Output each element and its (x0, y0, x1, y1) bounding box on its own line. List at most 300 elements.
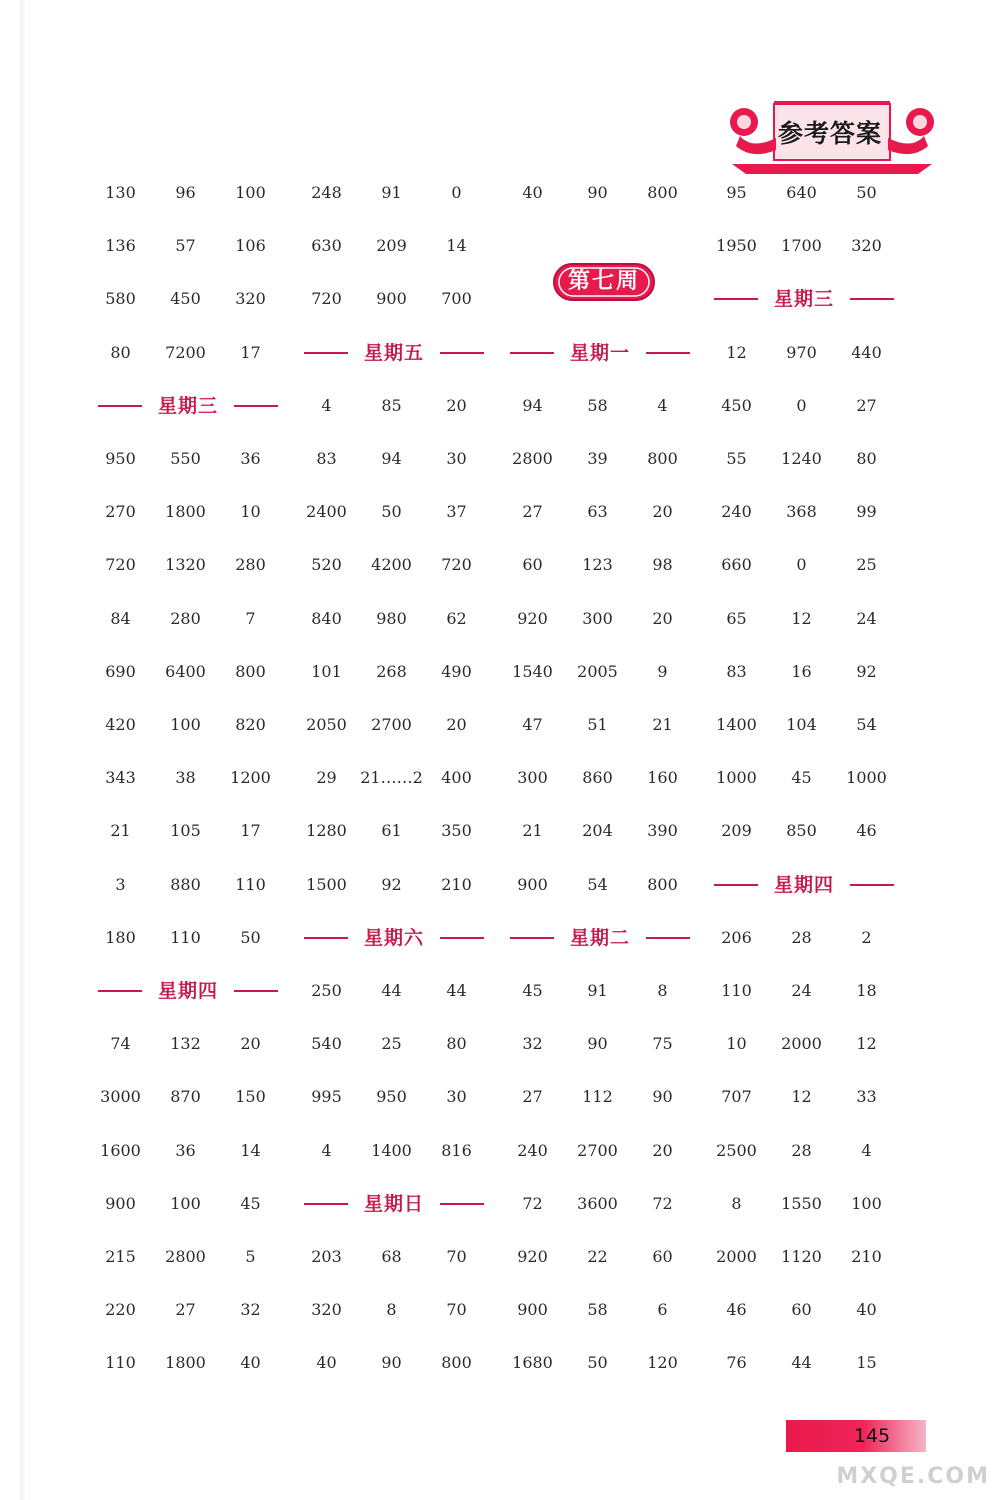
answer-value: 1550 (781, 1193, 822, 1213)
answer-value: 33 (856, 1087, 877, 1107)
answer-row (294, 1242, 494, 1272)
answer-value: 15 (856, 1353, 877, 1373)
answer-row (500, 976, 700, 1006)
answer-value: 83 (316, 449, 337, 468)
answer-row (704, 550, 904, 580)
answer-value: 980 (376, 608, 407, 628)
answer-value: 1800 (165, 502, 206, 522)
answer-value: 5 (245, 1247, 256, 1266)
answer-value: 2400 (306, 502, 347, 522)
answer-value: 27 (175, 1300, 196, 1320)
answer-row (294, 1348, 494, 1378)
answer-value: 320 (311, 1300, 342, 1320)
answer-value: 816 (441, 1140, 472, 1160)
answer-value: 2005 (577, 661, 618, 681)
divider-line (714, 884, 758, 886)
answer-value: 8 (731, 1193, 742, 1213)
answer-row (500, 178, 700, 208)
answer-value: 37 (446, 502, 467, 522)
answer-row (88, 710, 288, 740)
answer-value: 950 (376, 1087, 407, 1107)
answer-value: 110 (170, 927, 201, 947)
answer-value: 160 (647, 768, 678, 788)
answer-value: 920 (517, 1247, 548, 1266)
answer-value: 1000 (846, 768, 887, 788)
answer-value: 32 (240, 1300, 261, 1320)
answer-row (294, 976, 494, 1006)
answer-value: 4 (657, 395, 668, 415)
answer-value: 112 (582, 1087, 613, 1107)
answer-value: 63 (587, 502, 608, 522)
answer-value: 21 (110, 821, 131, 841)
divider-line (304, 352, 348, 354)
answer-value: 104 (786, 715, 817, 734)
answer-value: 860 (582, 768, 613, 788)
answer-value: 95 (726, 183, 747, 202)
answer-row (88, 1029, 288, 1059)
answer-row (88, 1242, 288, 1272)
answer-value: 2800 (165, 1247, 206, 1266)
answer-value: 20 (240, 1034, 261, 1054)
answer-value: 45 (791, 768, 812, 788)
day-heading (88, 391, 288, 421)
answer-value: 10 (726, 1034, 747, 1054)
answer-value: 132 (170, 1034, 201, 1054)
answer-value: 62 (446, 608, 467, 628)
answer-value: 92 (381, 874, 402, 894)
answer-value: 7 (245, 608, 256, 628)
answer-value: 92 (856, 661, 877, 681)
answer-value: 46 (856, 821, 877, 841)
answer-row (88, 604, 288, 634)
answer-row (500, 763, 700, 793)
answer-value: 25 (856, 555, 877, 575)
answer-row (704, 1242, 904, 1272)
answer-value: 22 (587, 1247, 608, 1266)
answer-row (88, 1295, 288, 1325)
answer-value: 820 (235, 715, 266, 734)
answer-value: 0 (451, 183, 462, 202)
answer-value: 450 (170, 289, 201, 309)
answer-value: 58 (587, 395, 608, 415)
answer-row (88, 444, 288, 474)
answer-value: 10 (240, 502, 261, 522)
answer-value: 840 (311, 608, 342, 628)
answer-value: 58 (587, 1300, 608, 1320)
answer-value: 350 (441, 821, 472, 841)
answer-value: 17 (240, 821, 261, 841)
answer-row (500, 1242, 700, 1272)
answer-value: 54 (587, 874, 608, 894)
divider-line (440, 937, 484, 939)
answer-value: 50 (240, 927, 261, 947)
answer-value: 91 (587, 981, 608, 1000)
divider-line (510, 937, 554, 939)
answer-value: 1800 (165, 1353, 206, 1373)
answer-row (500, 1295, 700, 1325)
answer-value: 700 (441, 289, 472, 309)
answer-value: 2700 (371, 715, 412, 734)
answer-value: 106 (235, 236, 266, 256)
answer-value: 720 (105, 555, 136, 575)
day-heading (500, 923, 700, 953)
answer-value: 60 (522, 555, 543, 575)
answer-row (294, 816, 494, 846)
answer-value: 17 (240, 342, 261, 362)
answer-value: 800 (441, 1353, 472, 1373)
day-label: 星期五 (363, 341, 424, 364)
answer-value: 900 (376, 289, 407, 309)
answer-value: 4 (861, 1140, 872, 1160)
answer-value: 98 (652, 555, 673, 575)
answer-value: 320 (851, 236, 882, 256)
answer-value: 970 (786, 342, 817, 362)
answer-row (500, 444, 700, 474)
answer-row (88, 1136, 288, 1166)
answer-value: 83 (726, 661, 747, 681)
answer-value: 7200 (165, 342, 206, 362)
answer-value: 1320 (165, 555, 206, 575)
answer-value: 12 (791, 1087, 812, 1107)
answer-value: 100 (851, 1193, 882, 1213)
answer-row (704, 604, 904, 634)
answer-row (294, 284, 494, 314)
answer-value: 40 (522, 183, 543, 202)
answer-row (704, 1348, 904, 1378)
answer-value: 800 (235, 661, 266, 681)
answer-value: 2000 (781, 1034, 822, 1054)
answer-value: 3000 (100, 1087, 141, 1107)
answer-value: 24 (856, 608, 877, 628)
answer-value: 900 (105, 1193, 136, 1213)
answer-row (294, 550, 494, 580)
divider-line (440, 352, 484, 354)
answer-value: 660 (721, 555, 752, 575)
divider-line (440, 1203, 484, 1205)
answer-value: 29 (316, 768, 337, 788)
answer-value: 72 (652, 1193, 673, 1213)
answer-value: 1240 (781, 449, 822, 468)
answer-value: 3600 (577, 1193, 618, 1213)
divider-line (98, 405, 142, 407)
answer-value: 1950 (716, 236, 757, 256)
answer-row (88, 816, 288, 846)
answer-value: 100 (235, 183, 266, 202)
answer-value: 51 (587, 715, 608, 734)
answer-value: 40 (316, 1353, 337, 1373)
answer-value: 80 (110, 342, 131, 362)
answer-value: 123 (582, 555, 613, 575)
answer-value: 91 (381, 183, 402, 202)
answer-value: 25 (381, 1034, 402, 1054)
answer-row (294, 1082, 494, 1112)
answer-value: 180 (105, 927, 136, 947)
answer-value: 12 (791, 608, 812, 628)
answer-value: 880 (170, 874, 201, 894)
answer-row (500, 1082, 700, 1112)
answer-row (88, 923, 288, 953)
answer-row (704, 1136, 904, 1166)
answer-value: 630 (311, 236, 342, 256)
answer-value: 2800 (512, 449, 553, 468)
day-label: 星期四 (157, 980, 218, 1002)
answer-row (294, 178, 494, 208)
answer-row (500, 657, 700, 687)
answer-value: 20 (652, 502, 673, 522)
answer-value: 203 (311, 1247, 342, 1266)
answer-row (294, 870, 494, 900)
answer-value: 995 (311, 1087, 342, 1107)
answer-row (704, 497, 904, 527)
day-label: 星期日 (363, 1192, 424, 1215)
answer-row (294, 1295, 494, 1325)
day-label: 星期六 (363, 926, 424, 949)
answer-value: 21……2 (360, 768, 423, 788)
answer-value: 21 (522, 821, 543, 841)
answer-row (88, 763, 288, 793)
answer-value: 420 (105, 715, 136, 734)
answer-value: 45 (522, 981, 543, 1000)
answer-row (704, 444, 904, 474)
answer-row (500, 1136, 700, 1166)
divider-line (304, 937, 348, 939)
divider-line (234, 990, 278, 992)
answer-value: 27 (522, 1087, 543, 1107)
week-badge-label: 第七周 (567, 269, 640, 294)
answer-value: 9 (657, 661, 668, 681)
answer-value: 44 (381, 981, 402, 1000)
answer-value: 14 (446, 236, 467, 256)
answer-value: 490 (441, 661, 472, 681)
answer-row (500, 710, 700, 740)
answer-value: 100 (170, 715, 201, 734)
answer-value: 100 (170, 1193, 201, 1213)
answer-value: 250 (311, 981, 342, 1000)
answer-value: 0 (796, 555, 807, 575)
answer-row (704, 1189, 904, 1219)
answer-value: 1120 (781, 1247, 822, 1266)
answer-value: 30 (446, 1087, 467, 1107)
answer-row (704, 923, 904, 953)
answer-value: 2050 (306, 715, 347, 734)
answer-value: 90 (587, 1034, 608, 1054)
answer-row (88, 178, 288, 208)
answer-value: 240 (517, 1140, 548, 1160)
answer-value: 368 (786, 502, 817, 522)
page-edge-shadow (20, 0, 26, 1500)
day-heading (704, 284, 904, 314)
answer-value: 1600 (100, 1140, 141, 1160)
answer-value: 2 (861, 927, 872, 947)
day-label: 星期二 (569, 926, 630, 949)
answer-value: 300 (517, 768, 548, 788)
answer-value: 209 (721, 821, 752, 841)
answer-value: 343 (105, 768, 136, 788)
answer-value: 1540 (512, 661, 553, 681)
answer-row (704, 1029, 904, 1059)
answer-value: 61 (381, 821, 402, 841)
answer-row (88, 870, 288, 900)
answer-value: 2000 (716, 1247, 757, 1266)
answer-value: 540 (311, 1034, 342, 1054)
divider-line (850, 884, 894, 886)
divider-line (510, 352, 554, 354)
answer-value: 60 (652, 1247, 673, 1266)
answer-value: 80 (446, 1034, 467, 1054)
answer-value: 94 (522, 395, 543, 415)
answer-value: 47 (522, 715, 543, 734)
answer-value: 50 (856, 183, 877, 202)
answer-row (500, 550, 700, 580)
answer-value: 900 (517, 1300, 548, 1320)
answer-value: 4 (321, 1140, 332, 1160)
answer-row (294, 657, 494, 687)
answer-value: 209 (376, 236, 407, 256)
answer-value: 3 (115, 874, 126, 894)
answer-row (294, 497, 494, 527)
answer-value: 14 (240, 1140, 261, 1160)
answer-value: 450 (721, 395, 752, 415)
answer-value: 12 (856, 1034, 877, 1054)
answer-value: 110 (105, 1353, 136, 1373)
answer-value: 20 (652, 608, 673, 628)
answer-row (88, 1348, 288, 1378)
answer-value: 39 (587, 449, 608, 468)
answer-value: 24 (791, 981, 812, 1000)
answer-value: 520 (311, 555, 342, 575)
answer-value: 440 (851, 342, 882, 362)
answer-row (88, 497, 288, 527)
answer-value: 21 (652, 715, 673, 734)
answer-value: 120 (647, 1353, 678, 1373)
answer-value: 900 (517, 874, 548, 894)
answer-value: 268 (376, 661, 407, 681)
answer-row (704, 338, 904, 368)
answer-value: 4 (321, 395, 332, 415)
answer-row (704, 816, 904, 846)
answer-value: 57 (175, 236, 196, 256)
answer-row (88, 550, 288, 580)
answer-value: 707 (721, 1087, 752, 1107)
answer-row (500, 1189, 700, 1219)
answer-row (294, 1029, 494, 1059)
divider-line (850, 298, 894, 300)
answer-value: 6400 (165, 661, 206, 681)
answer-value: 0 (796, 395, 807, 415)
answer-value: 105 (170, 821, 201, 841)
answer-row (88, 338, 288, 368)
answer-row (500, 870, 700, 900)
answer-value: 46 (726, 1300, 747, 1320)
answer-value: 130 (105, 183, 136, 202)
answer-value: 44 (791, 1353, 812, 1373)
answer-value: 240 (721, 502, 752, 522)
answer-value: 1500 (306, 874, 347, 894)
answer-row (704, 763, 904, 793)
answer-value: 720 (441, 555, 472, 575)
answer-value: 920 (517, 608, 548, 628)
answer-value: 75 (652, 1034, 673, 1054)
divider-line (646, 352, 690, 354)
answer-value: 12 (726, 342, 747, 362)
blank-space (500, 231, 700, 261)
answer-row (500, 816, 700, 846)
day-heading (294, 1189, 494, 1219)
answer-value: 850 (786, 821, 817, 841)
answer-value: 6 (657, 1300, 668, 1320)
day-heading (704, 870, 904, 900)
answer-value: 110 (721, 981, 752, 1000)
answer-value: 85 (381, 395, 402, 415)
answer-value: 32 (522, 1034, 543, 1054)
answer-value: 2700 (577, 1140, 618, 1160)
divider-line (234, 405, 278, 407)
answer-value: 99 (856, 502, 877, 522)
answer-value: 27 (856, 395, 877, 415)
answer-row (704, 657, 904, 687)
answer-value: 950 (105, 449, 136, 468)
answer-value: 40 (240, 1353, 261, 1373)
answer-value: 1200 (230, 768, 271, 788)
answer-value: 90 (587, 183, 608, 202)
answer-value: 870 (170, 1087, 201, 1107)
answer-value: 248 (311, 183, 342, 202)
day-heading (294, 338, 494, 368)
answer-value: 54 (856, 715, 877, 734)
answer-value: 1000 (716, 768, 757, 788)
page-number: 145 (853, 1425, 891, 1447)
day-heading (500, 338, 700, 368)
answer-value: 150 (235, 1087, 266, 1107)
answer-value: 1680 (512, 1353, 553, 1373)
answer-value: 70 (446, 1247, 467, 1266)
day-label: 星期四 (773, 873, 834, 896)
answer-row (704, 710, 904, 740)
blank-space (500, 284, 700, 314)
answer-value: 80 (856, 449, 877, 468)
answer-value: 1400 (716, 715, 757, 734)
answer-value: 204 (582, 821, 613, 841)
answer-value: 20 (446, 395, 467, 415)
divider-line (646, 937, 690, 939)
answer-value: 206 (721, 927, 752, 947)
answer-row (704, 976, 904, 1006)
divider-line (714, 298, 758, 300)
answer-value: 65 (726, 608, 747, 628)
answer-value: 38 (175, 768, 196, 788)
answer-value: 215 (105, 1247, 136, 1266)
answer-value: 20 (446, 715, 467, 734)
answer-value: 90 (652, 1087, 673, 1107)
answer-value: 640 (786, 183, 817, 202)
day-label: 星期三 (773, 288, 834, 311)
page-title: 参考答案 (777, 119, 882, 148)
answer-row (500, 391, 700, 421)
day-heading (294, 923, 494, 953)
answer-row (294, 231, 494, 261)
answer-value: 27 (522, 502, 543, 522)
answer-row (704, 178, 904, 208)
answer-value: 18 (856, 981, 877, 1000)
answer-value: 68 (381, 1247, 402, 1266)
divider-line (304, 1203, 348, 1205)
answer-value: 36 (240, 449, 261, 468)
answer-row (294, 1136, 494, 1166)
answer-value: 44 (446, 981, 467, 1000)
answer-row (704, 1082, 904, 1112)
answer-value: 84 (110, 608, 131, 628)
answer-value: 800 (647, 183, 678, 202)
